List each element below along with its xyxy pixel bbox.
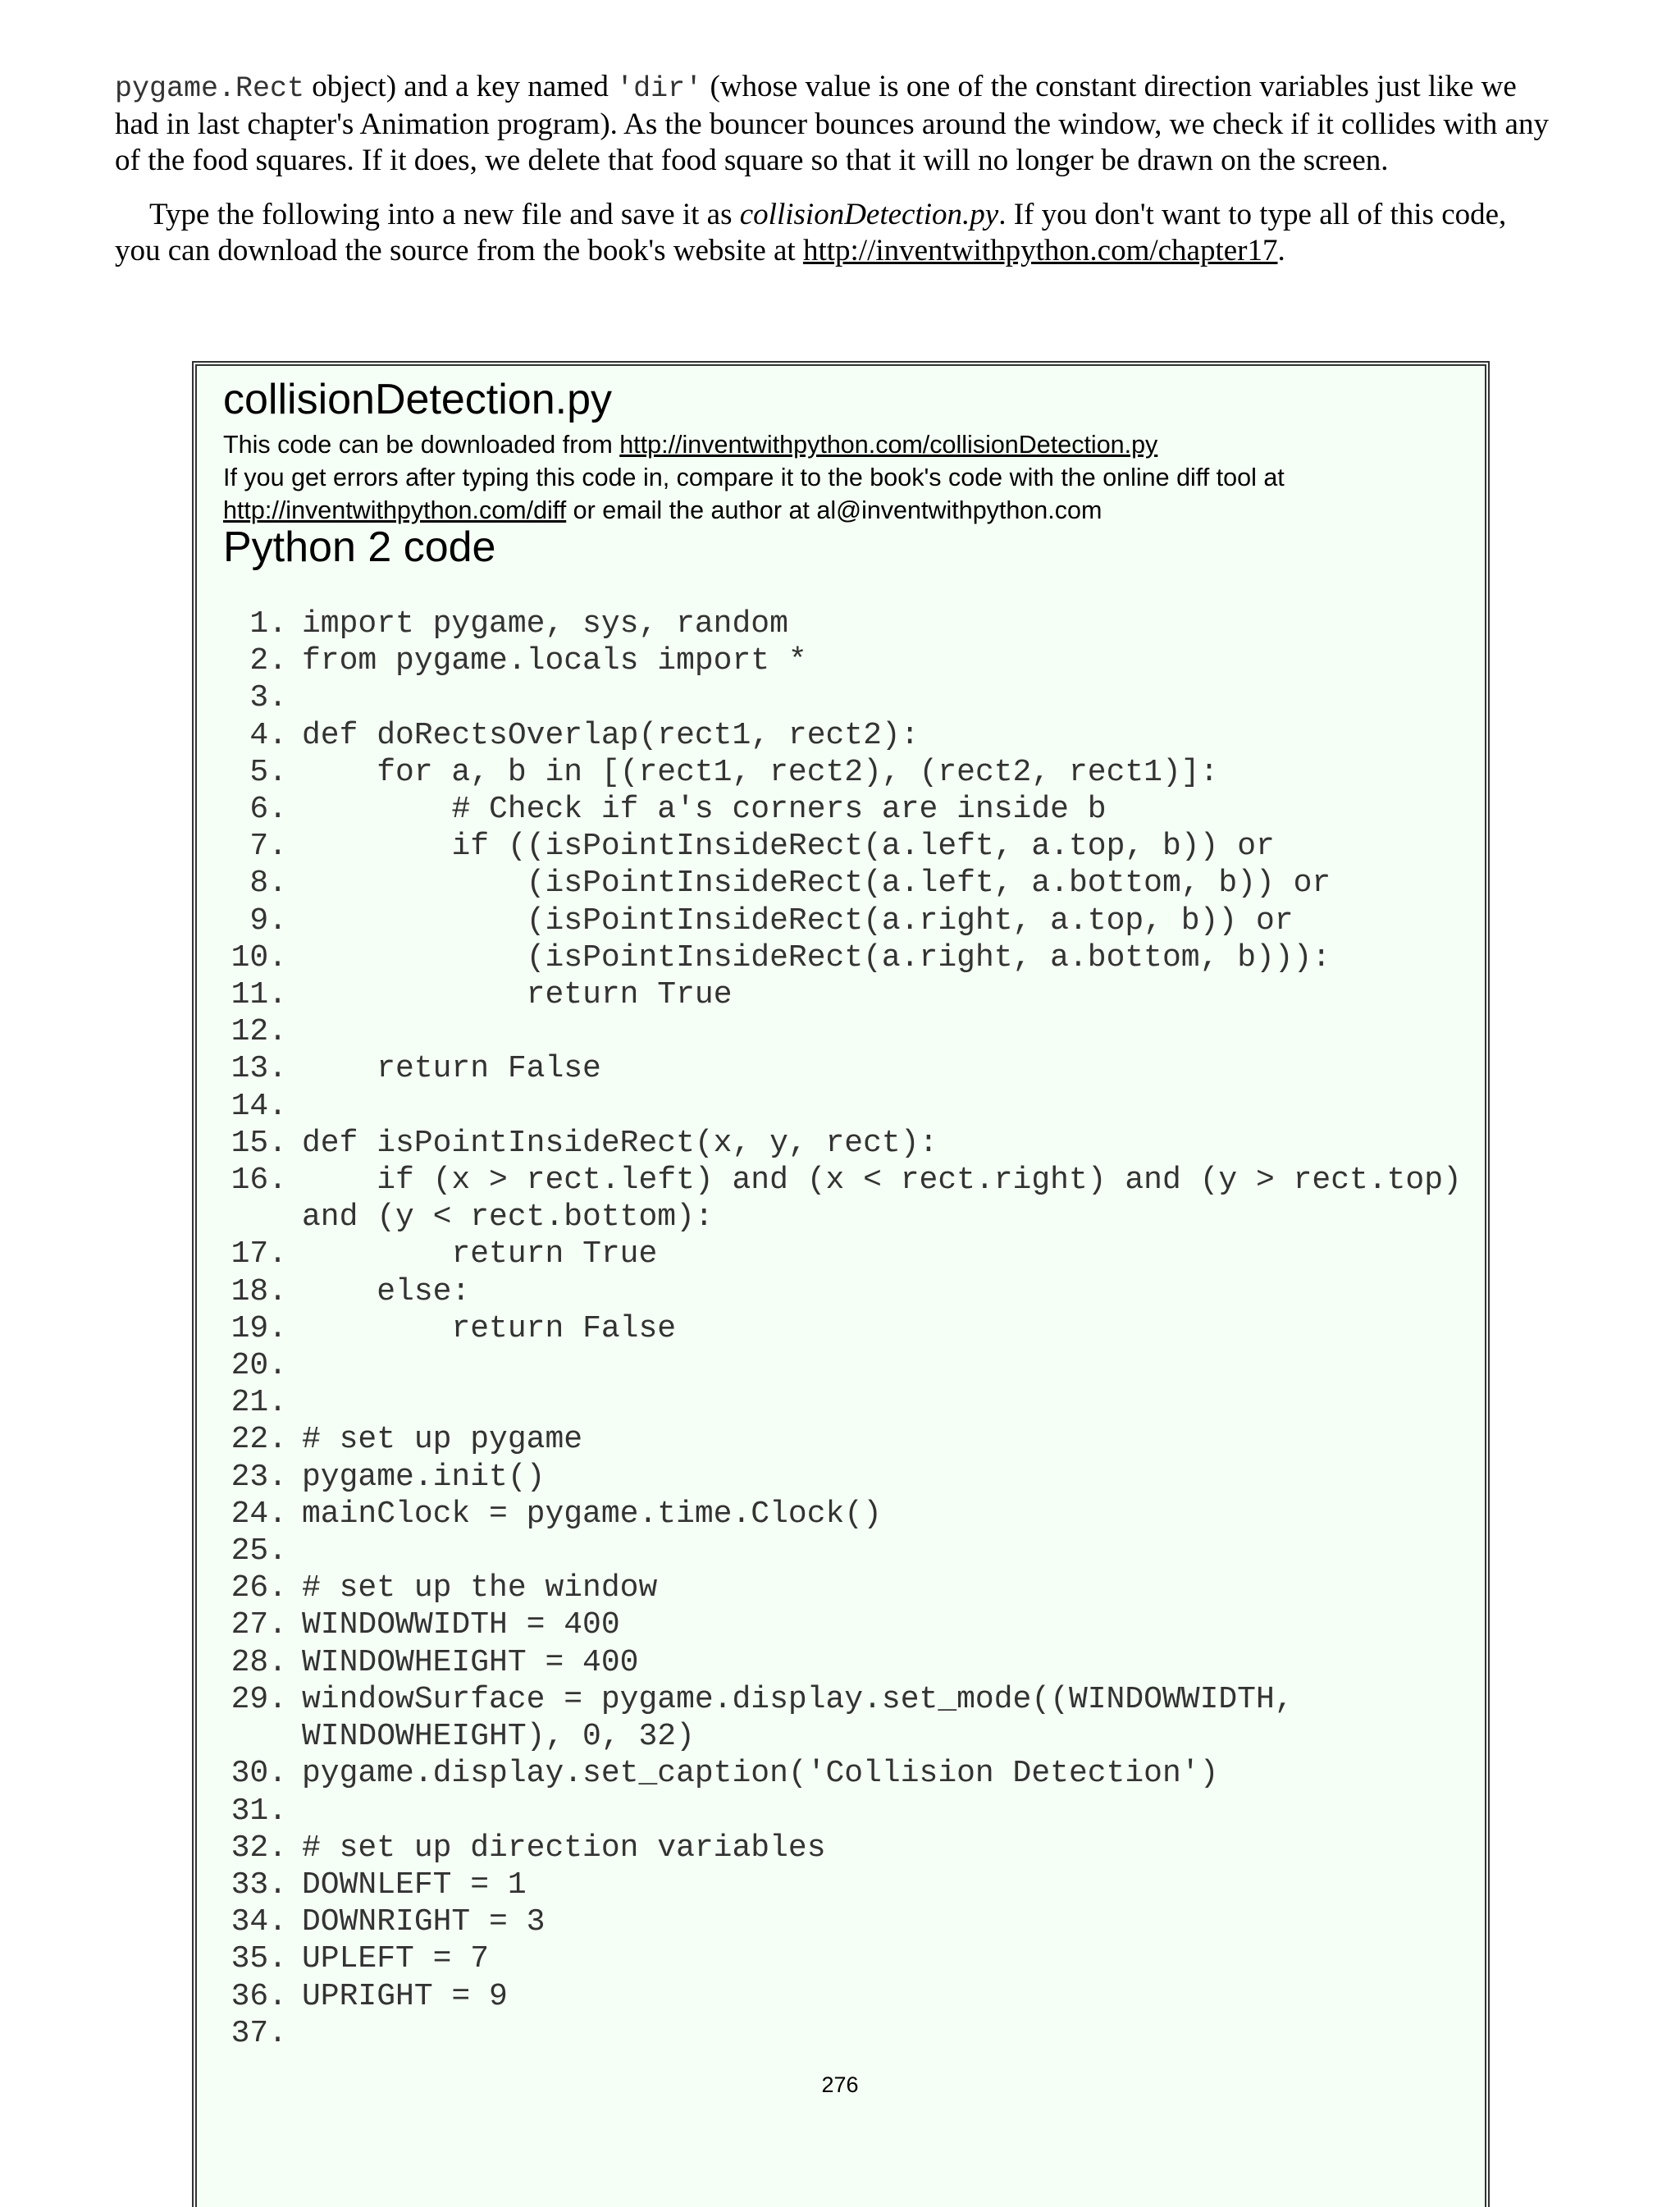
intro-text-run: . bbox=[1277, 234, 1285, 267]
code-text: else: bbox=[302, 1273, 471, 1309]
line-number: 8. bbox=[249, 866, 287, 902]
code-line bbox=[212, 1867, 1475, 1903]
line-number: 7. bbox=[249, 829, 287, 865]
line-number: 28. bbox=[231, 1644, 287, 1680]
code-line bbox=[212, 1013, 1475, 1050]
code-text bbox=[302, 679, 1475, 716]
line-number: 22. bbox=[231, 1422, 287, 1458]
code-line bbox=[212, 791, 1475, 828]
code-block bbox=[212, 605, 1481, 2052]
line-number: 21. bbox=[231, 1385, 287, 1421]
code-line bbox=[212, 1421, 1475, 1458]
chapter-link[interactable]: http://inventwithpython.com/chapter17 bbox=[802, 234, 1278, 267]
code-text: return True bbox=[302, 1236, 658, 1273]
intro-paragraph-1 bbox=[115, 69, 1559, 179]
line-number: 12. bbox=[231, 1014, 287, 1050]
code-line bbox=[212, 902, 1475, 939]
download-text: This code can be downloaded from bbox=[223, 431, 620, 459]
intro-text-run: object) and a key named bbox=[304, 70, 617, 103]
code-text: mainClock = pygame.time.Clock() bbox=[302, 1496, 882, 1532]
code-line bbox=[212, 1384, 1475, 1421]
code-text: from pygame.locals import * bbox=[302, 643, 807, 679]
line-number: 35. bbox=[231, 1941, 287, 1977]
code-line bbox=[212, 1533, 1475, 1570]
code-text: import pygame, sys, random bbox=[302, 606, 788, 642]
line-number: 1. bbox=[249, 606, 287, 642]
code-text: # set up direction variables bbox=[302, 1830, 826, 1866]
code-line bbox=[212, 1050, 1475, 1087]
intro-text-run: Type the following into a new file and save it as bbox=[149, 198, 740, 231]
code-line bbox=[212, 976, 1475, 1013]
line-number: 13. bbox=[231, 1051, 287, 1087]
code-text: WINDOWWIDTH = 400 bbox=[302, 1607, 620, 1643]
code-text: def doRectsOverlap(rect1, rect2): bbox=[302, 717, 920, 753]
line-number: 4. bbox=[249, 717, 287, 753]
code-line bbox=[212, 865, 1475, 902]
line-number: 33. bbox=[231, 1867, 287, 1903]
line-number: 3. bbox=[249, 680, 287, 716]
code-text: (isPointInsideRect(a.right, a.bottom, b))): bbox=[302, 939, 1331, 976]
code-line bbox=[212, 1606, 1475, 1643]
line-number: 24. bbox=[231, 1496, 287, 1532]
line-number: 32. bbox=[231, 1830, 287, 1866]
code-line bbox=[212, 605, 1475, 642]
code-text bbox=[302, 1533, 1475, 1570]
line-number: 29. bbox=[231, 1681, 287, 1717]
code-line bbox=[212, 1459, 1475, 1496]
code-line bbox=[212, 1755, 1475, 1792]
code-line bbox=[212, 828, 1475, 865]
line-number: 15. bbox=[231, 1125, 287, 1161]
code-text bbox=[302, 1347, 1475, 1384]
code-line bbox=[212, 679, 1475, 716]
code-text: UPLEFT = 7 bbox=[302, 1941, 490, 1977]
code-text: if (x > rect.left) and (x < rect.right) and (y > rect.top) and (y < rect.bottom): bbox=[302, 1163, 1481, 1236]
code-line bbox=[212, 1681, 1475, 1755]
line-number: 2. bbox=[249, 643, 287, 679]
line-number: 30. bbox=[231, 1756, 287, 1792]
inline-code-rect: pygame.Rect bbox=[115, 72, 305, 105]
code-text: DOWNRIGHT = 3 bbox=[302, 1904, 546, 1940]
line-number: 17. bbox=[231, 1236, 287, 1273]
filename-italic: collisionDetection.py bbox=[739, 198, 999, 231]
code-line bbox=[212, 1496, 1475, 1533]
line-number: 20. bbox=[231, 1348, 287, 1384]
code-text: return False bbox=[302, 1310, 677, 1346]
code-line bbox=[212, 1162, 1481, 1236]
line-number: 26. bbox=[231, 1570, 287, 1606]
download-note bbox=[223, 428, 1470, 461]
code-line bbox=[212, 1830, 1475, 1867]
code-line bbox=[212, 754, 1475, 791]
intro-paragraph-2 bbox=[115, 197, 1559, 269]
code-text: pygame.init() bbox=[302, 1459, 546, 1495]
line-number: 18. bbox=[231, 1273, 287, 1309]
download-link[interactable]: http://inventwithpython.com/collisionDetection.py bbox=[619, 431, 1158, 459]
code-text bbox=[302, 2015, 1475, 2052]
code-line bbox=[212, 1310, 1475, 1347]
line-number: 25. bbox=[231, 1533, 287, 1570]
code-text: def isPointInsideRect(x, y, rect): bbox=[302, 1125, 938, 1161]
code-line bbox=[212, 717, 1475, 754]
code-line bbox=[212, 2015, 1475, 2052]
code-text: WINDOWHEIGHT = 400 bbox=[302, 1644, 639, 1680]
code-line bbox=[212, 642, 1475, 679]
intro-text bbox=[115, 69, 1559, 269]
code-line bbox=[212, 1570, 1475, 1606]
code-line bbox=[212, 1644, 1475, 1681]
line-number: 6. bbox=[249, 792, 287, 828]
line-number: 10. bbox=[231, 939, 287, 976]
listing-title: collisionDetection.py bbox=[223, 376, 613, 423]
line-number: 31. bbox=[231, 1793, 287, 1829]
listing-notes bbox=[223, 428, 1470, 527]
code-text: DOWNLEFT = 1 bbox=[302, 1867, 527, 1903]
line-number: 36. bbox=[231, 1978, 287, 2014]
page-number: 276 bbox=[821, 2072, 859, 2097]
inline-code-dir: 'dir' bbox=[616, 72, 703, 105]
code-line bbox=[212, 1903, 1475, 1940]
code-line bbox=[212, 939, 1475, 976]
line-number: 37. bbox=[231, 2015, 287, 2051]
code-line bbox=[212, 1088, 1475, 1125]
code-line bbox=[212, 1273, 1475, 1310]
code-text: return False bbox=[302, 1051, 601, 1087]
code-text bbox=[302, 1013, 1475, 1050]
line-number: 23. bbox=[231, 1459, 287, 1495]
code-line bbox=[212, 1978, 1475, 2015]
code-text: # set up pygame bbox=[302, 1422, 583, 1458]
code-text: pygame.display.set_caption('Collision Detection') bbox=[302, 1756, 1219, 1792]
code-text: (isPointInsideRect(a.right, a.top, b)) or bbox=[302, 902, 1294, 939]
intro-text-run: . If you don't want to type all of this code, you can download the source from the book's website at bbox=[115, 198, 1507, 267]
line-number: 9. bbox=[249, 902, 287, 939]
listing-subtitle: Python 2 code bbox=[223, 523, 496, 571]
intro-text-run: (whose value is one of the constant direction variables just like we had in last chapter's Animation program). As the bouncer bounces around the window, we check if it collides with any of the food squares. If it does, we delete that food square so that it will no longer be drawn on the screen. bbox=[115, 70, 1549, 177]
line-number: 14. bbox=[231, 1088, 287, 1124]
code-line bbox=[212, 1793, 1475, 1830]
code-line bbox=[212, 1940, 1475, 1977]
code-text: for a, b in [(rect1, rect2), (rect2, rect1)]: bbox=[302, 754, 1219, 790]
code-text: return True bbox=[302, 977, 733, 1013]
line-number: 16. bbox=[231, 1163, 287, 1199]
line-number: 5. bbox=[249, 754, 287, 790]
code-text: windowSurface = pygame.display.set_mode((WINDOWWIDTH, WINDOWHEIGHT), 0, 32) bbox=[302, 1681, 1312, 1755]
code-line bbox=[212, 1125, 1475, 1162]
code-text: (isPointInsideRect(a.left, a.bottom, b)) or bbox=[302, 866, 1331, 902]
email-text: or email the author at al@inventwithpython.com bbox=[566, 496, 1102, 524]
code-text: if ((isPointInsideRect(a.left, a.top, b)) or bbox=[302, 829, 1275, 865]
line-number: 27. bbox=[231, 1607, 287, 1643]
errors-note: If you get errors after typing this code in, compare it to the book's code with the online diff tool at bbox=[223, 464, 1285, 491]
line-number: 34. bbox=[231, 1904, 287, 1940]
code-text bbox=[302, 1793, 1475, 1830]
code-line bbox=[212, 1347, 1475, 1384]
code-text bbox=[302, 1088, 1475, 1125]
code-text bbox=[302, 1384, 1475, 1421]
code-text: UPRIGHT = 9 bbox=[302, 1978, 508, 2014]
code-text: # Check if a's corners are inside b bbox=[302, 792, 1107, 828]
line-number: 11. bbox=[231, 977, 287, 1013]
code-listing-box bbox=[192, 361, 1490, 2207]
line-number: 19. bbox=[231, 1310, 287, 1346]
diff-link[interactable]: http://inventwithpython.com/diff bbox=[223, 496, 567, 524]
code-text: # set up the window bbox=[302, 1570, 658, 1606]
code-line bbox=[212, 1236, 1475, 1273]
